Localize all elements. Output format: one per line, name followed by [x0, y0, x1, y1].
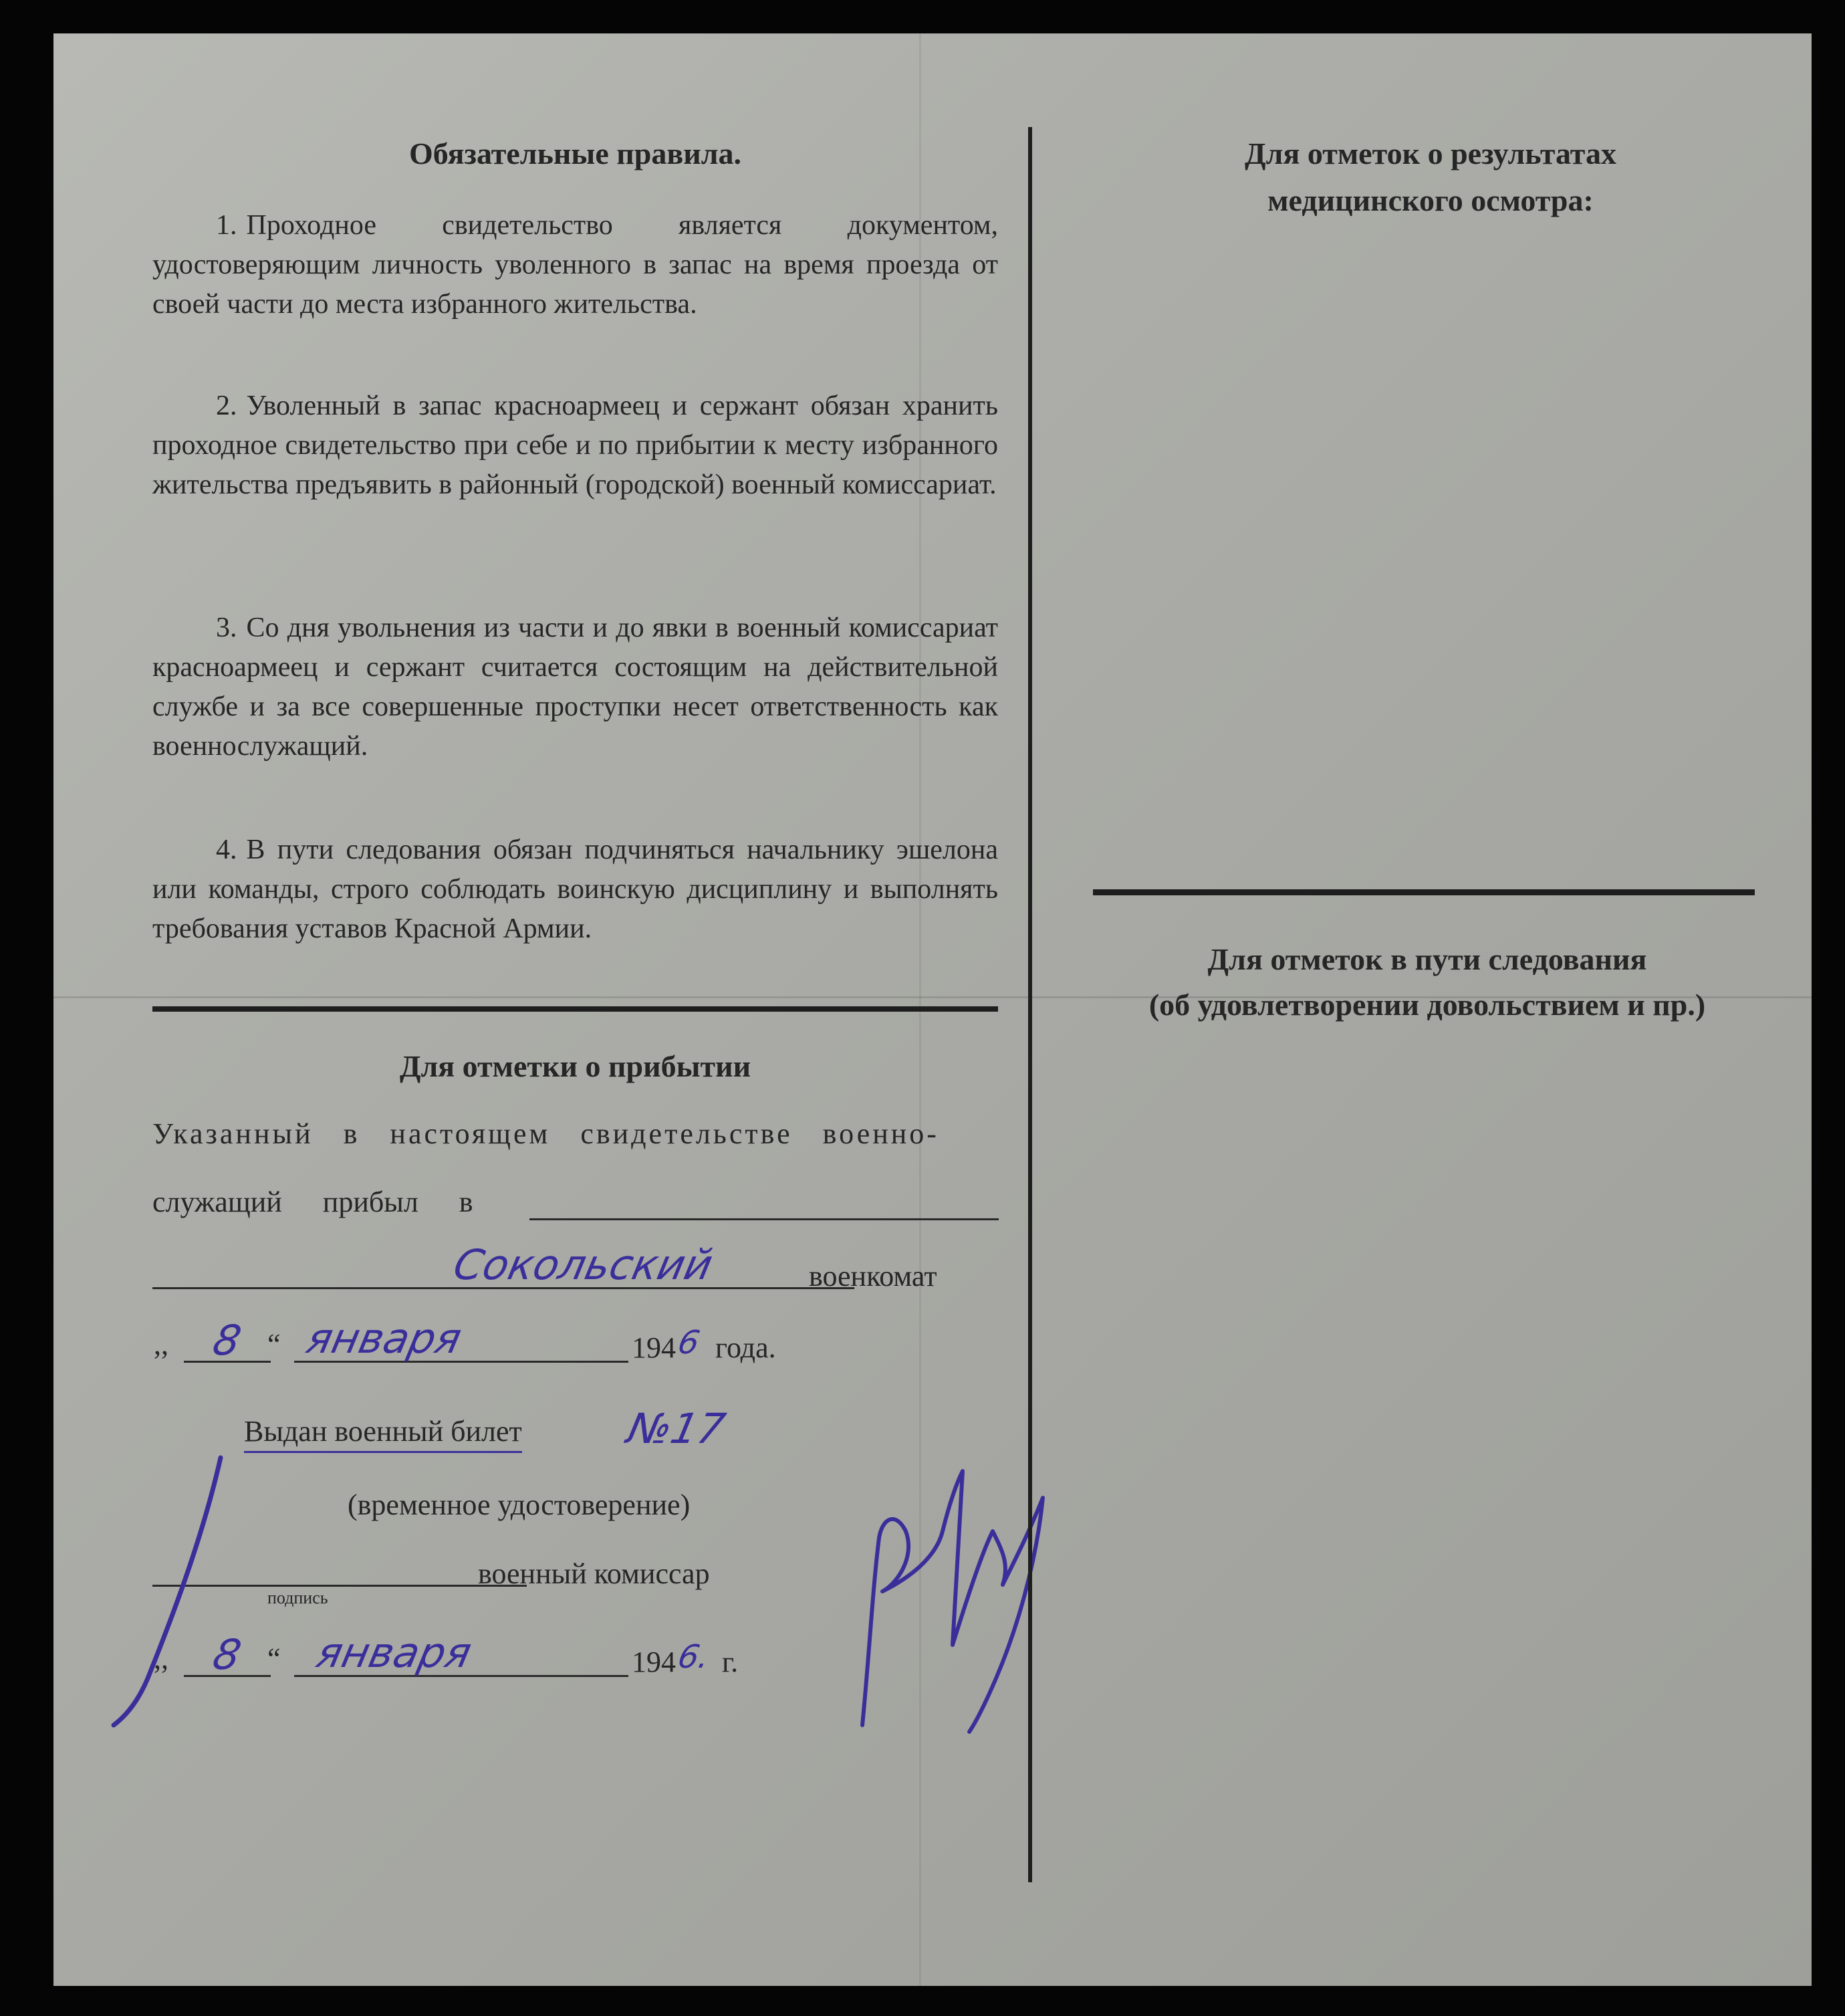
date1-month-handwritten: января [302, 1314, 466, 1363]
rule-number: 3. [216, 612, 237, 643]
medical-title-line-1: Для отметок о результатах [1245, 136, 1616, 171]
date1-quote-close: “ [267, 1328, 281, 1361]
rules-title: Обязательные правила. [408, 136, 742, 171]
rule-number: 2. [216, 390, 237, 421]
rule-number: 1. [216, 210, 237, 241]
route-title-line-1: Для отметок в пути следования [1207, 942, 1647, 976]
document-sheet [53, 33, 1812, 1986]
column-divider [1028, 127, 1032, 1882]
date1-year-handwritten: 6 [674, 1324, 703, 1361]
signature-caption: подпись [267, 1588, 328, 1607]
date2-day-handwritten: 8 [209, 1630, 246, 1679]
ticket-number-handwritten: №17 [623, 1404, 730, 1453]
section-divider-left [152, 1006, 998, 1012]
rule-paragraph-2 [152, 386, 998, 505]
date2-quote-close: “ [267, 1642, 281, 1675]
rule-text: Проходное свидетельство является документом, удостоверяющим личность уволенного в запас на время проезда от своей части до места избранного жительства. [152, 210, 998, 320]
arrival-title: Для отметки о прибытии [399, 1049, 751, 1083]
rule-paragraph-1 [152, 206, 998, 324]
rule-paragraph-3 [152, 608, 998, 766]
date2-year-printed: 194 [632, 1646, 676, 1678]
commissar-label: военный комиссар [478, 1557, 710, 1590]
temp-certificate-label: (временное удостоверение) [348, 1488, 691, 1521]
voenkomat-label: военкомат [809, 1260, 937, 1293]
date1-year-printed: 194 [632, 1331, 676, 1364]
rule-number: 4. [216, 834, 237, 865]
route-title-line-2: (об удовлетворении довольствием и пр.) [1148, 988, 1706, 1022]
rule-text: Со дня увольнения из части и до явки в военный комиссариат красноармеец и сержант считается состоящим на действительной службе и за все совершенные проступки несет ответственность как военнослужащий. [152, 612, 998, 762]
pen-stroke-mark [104, 1451, 237, 1732]
ticket-label: Выдан военный билет [244, 1414, 522, 1453]
rule-text: В пути следования обязан подчиняться начальнику эшелона или команды, строго соблюдать воинскую дисциплину и выполнять требования уставов Красной Армии. [152, 834, 998, 944]
rule-paragraph-4 [152, 830, 998, 949]
section-divider-right [1093, 889, 1755, 895]
rule-text: Уволенный в запас красноармеец и сержант обязан хранить проходное свидетельство при себе и по прибытии к месту избранного жительства предъявить в районный (городской) военный комиссариат. [152, 390, 998, 500]
arrival-place-blank [529, 1218, 999, 1220]
date2-year-suffix: г. [722, 1646, 739, 1678]
date1-day-handwritten: 8 [209, 1316, 246, 1365]
date2-year-handwritten: 6. [674, 1638, 713, 1676]
date1-quote-open: ,, [154, 1328, 168, 1361]
date2-month-handwritten: января [312, 1628, 476, 1677]
arrival-line-2: служащий прибыл в [152, 1186, 473, 1218]
medical-title-line-2: медицинского осмотра: [1267, 183, 1594, 217]
date2-quote-open: ,, [154, 1642, 168, 1675]
arrival-line-1: Указанный в настоящем свидетельстве военно- [152, 1117, 939, 1150]
voenkomat-handwritten: Сокольский [449, 1240, 717, 1289]
date1-year-suffix: года. [715, 1331, 776, 1364]
